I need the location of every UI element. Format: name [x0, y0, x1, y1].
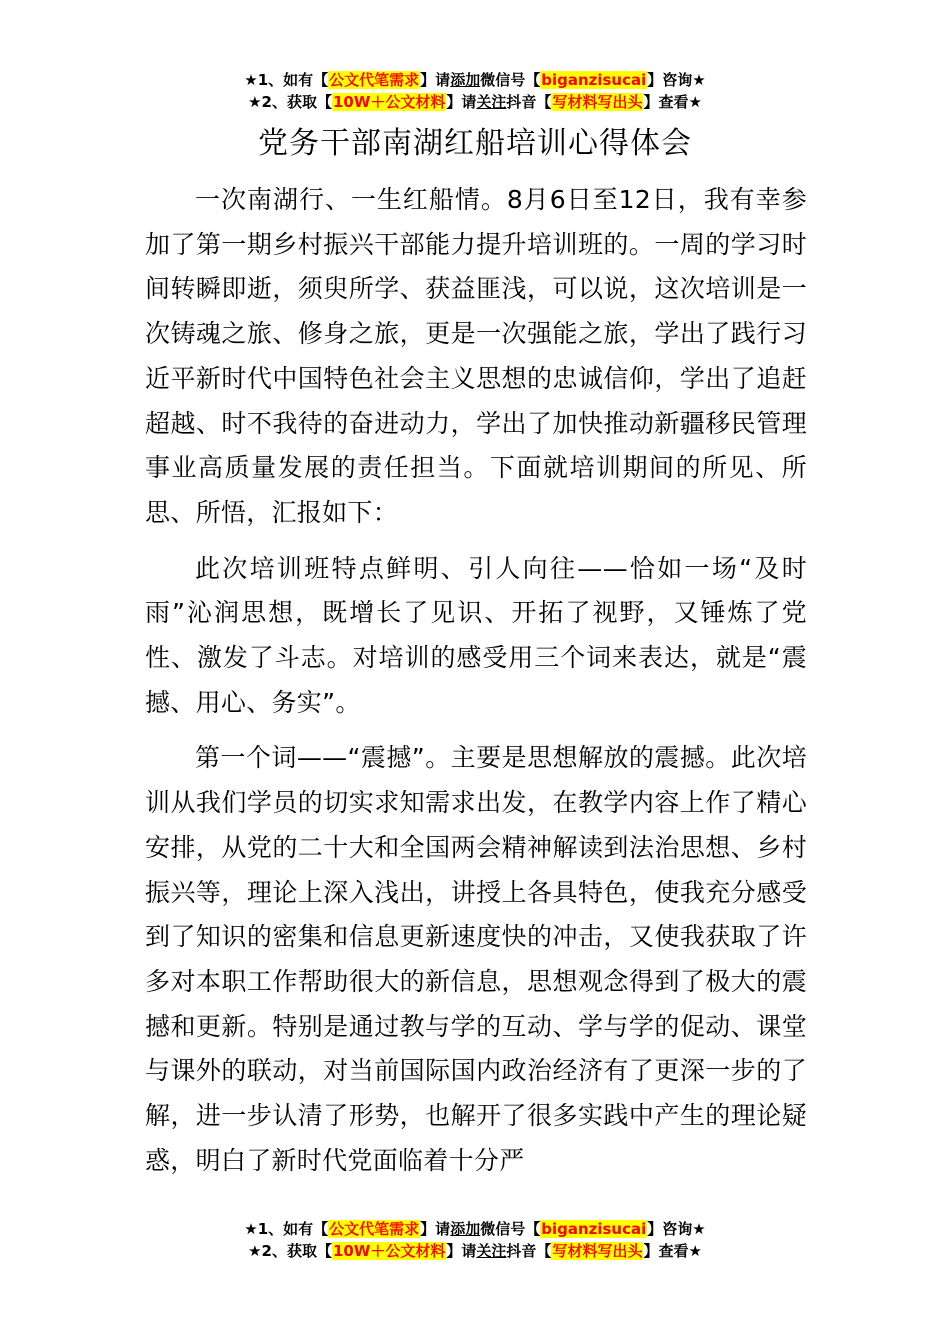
promo-line-1-suffix: 】咨询★	[647, 71, 706, 89]
promo-footer-emphasis-add: 添加	[450, 1220, 481, 1238]
paragraph-overview: 此次培训班特点鲜明、引人向往——恰如一场“及时雨”沁润思想，既增长了见识、开拓了视野，又锤炼了党性、激发了斗志。对培训的感受用三个词来表达，就是“震撼、用心、务实”。	[145, 553, 807, 717]
document-body	[145, 178, 807, 1194]
promo-footer-line-1	[0, 1218, 950, 1240]
paragraph-intro: 一次南湖行、一生红船情。8月6日至12日，我有幸参加了第一期乡村振兴干部能力提升培训班的。一周的学习时间转瞬即逝，须臾所学、获益匪浅，可以说，这次培训是一次铸魂之旅、修身之旅，更是一次强能之旅，学出了践行习近平新时代中国特色社会主义思想的忠诚信仰，学出了追赶超越、时不我待的奋进动力，学出了加快推动新疆移民管理事业高质量发展的责任担当。下面就培训期间的所见、所思、所悟，汇报如下：	[145, 185, 807, 527]
promo-footer-line-2-middle-2: 抖音【	[506, 1242, 552, 1260]
promo-line-1-prefix: ★1、如有【	[244, 71, 329, 89]
promo-footer-highlight-writing-service: 公文代笔需求	[329, 1220, 420, 1238]
promo-footer-line-2	[0, 1240, 950, 1262]
promo-footer-line-2-suffix: 】查看★	[643, 1242, 702, 1260]
promo-footer-line-1-middle-2: 微信号【	[480, 1220, 541, 1238]
promo-footer-line-2-middle: 】请	[446, 1242, 477, 1260]
promo-footer-line-1-suffix: 】咨询★	[647, 1220, 706, 1238]
document-title: 党务干部南湖红船培训心得体会	[258, 126, 692, 161]
promo-footer	[0, 1218, 950, 1262]
promo-highlight-douyin-account: 写材料写出头	[552, 93, 643, 111]
promo-footer-emphasis-follow: 关注	[476, 1242, 507, 1260]
promo-line-2-middle-2: 抖音【	[506, 93, 552, 111]
promo-line-2-middle: 】请	[446, 93, 477, 111]
promo-footer-line-2-prefix: ★2、获取【	[248, 1242, 332, 1260]
promo-emphasis-add: 添加	[450, 71, 481, 89]
promo-emphasis-follow: 关注	[476, 93, 507, 111]
promo-footer-highlight-douyin-account: 写材料写出头	[552, 1242, 643, 1260]
promo-highlight-writing-service: 公文代笔需求	[329, 71, 420, 89]
promo-line-2	[0, 91, 950, 113]
promo-footer-line-1-middle: 】请	[420, 1220, 451, 1238]
promo-line-1-middle: 】请	[420, 71, 451, 89]
promo-footer-highlight-materials: 10W＋公文材料	[332, 1242, 446, 1260]
promo-line-1-middle-2: 微信号【	[480, 71, 541, 89]
promo-line-2-suffix: 】查看★	[643, 93, 702, 111]
promo-line-1	[0, 69, 950, 91]
promo-line-2-prefix: ★2、获取【	[248, 93, 332, 111]
promo-header	[0, 69, 950, 113]
promo-footer-line-1-prefix: ★1、如有【	[244, 1220, 329, 1238]
paragraph-first-word: 第一个词——“震撼”。主要是思想解放的震撼。此次培训从我们学员的切实求知需求出发，在教学内容上作了精心安排，从党的二十大和全国两会精神解读到法治思想、乡村振兴等，理论上深入浅出，讲授上各具特色，使我充分感受到了知识的密集和信息更新速度快的冲击，又使我获取了许多对本职工作帮助很大的新信息，思想观念得到了极大的震撼和更新。特别是通过教与学的互动、学与学的促动、课堂与课外的联动，对当前国际国内政治经济有了更深一步的了解，进一步认清了形势，也解开了很多实践中产生的理论疑惑，明白了新时代党面临着十分严	[145, 743, 807, 1175]
promo-highlight-wechat-id: biganzisucai	[541, 71, 647, 89]
promo-highlight-materials: 10W＋公文材料	[332, 93, 446, 111]
promo-footer-highlight-wechat-id: biganzisucai	[541, 1220, 647, 1238]
